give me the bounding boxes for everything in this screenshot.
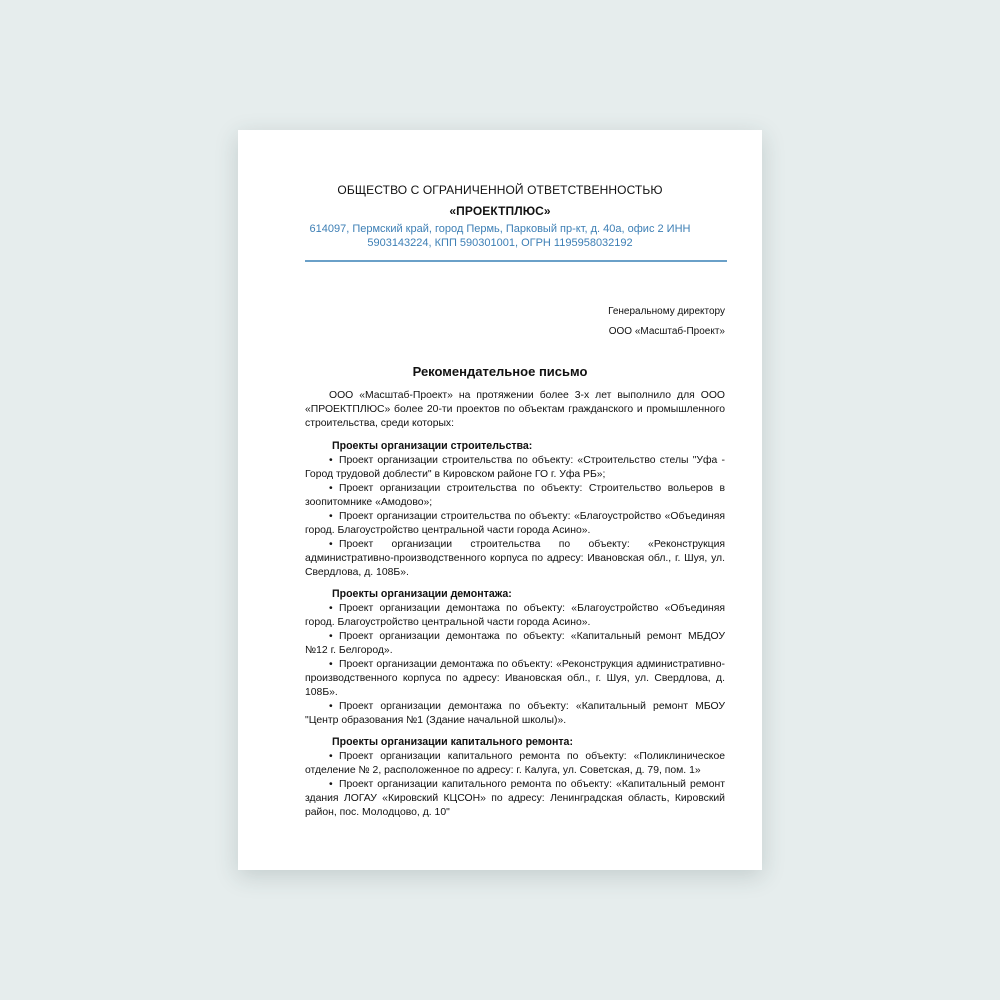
bullet-icon: • bbox=[329, 701, 333, 712]
bullet-icon: • bbox=[329, 603, 333, 614]
letter-title: Рекомендательное письмо bbox=[412, 364, 588, 379]
section-title: Проекты организации строительства: bbox=[332, 440, 533, 452]
bullet-icon: • bbox=[329, 631, 333, 642]
header-divider bbox=[305, 260, 727, 262]
list-item: • Проект организации строительства по объекту: «Строительство стелы "Уфа - Город трудовой доблести" в Кировском районе ГО г. Уфа РБ»; bbox=[305, 455, 725, 480]
section-demolition bbox=[305, 587, 725, 728]
list-item: • Проект организации демонтажа по объекту: «Благоустройство «Объединяя город. Благоустройство центральной части города Асино». bbox=[305, 603, 725, 628]
list-item: • Проект организации демонтажа по объекту: «Капитальный ремонт МБОУ "Центр образования №1 (Здание начальной школы)». bbox=[305, 701, 725, 726]
addressee-position: Генеральному директору bbox=[608, 306, 725, 317]
list-item: • Проект организации строительства по объекту: «Благоустройство «Объединяя город. Благоустройство центральной части города Асино». bbox=[305, 511, 725, 536]
letter-body bbox=[305, 389, 725, 827]
bullet-icon: • bbox=[329, 659, 333, 670]
list-item: • Проект организации строительства по объекту: Строительство вольеров в зоопитомнике «Амодово»; bbox=[305, 483, 725, 508]
addressee-block bbox=[608, 302, 725, 342]
list-item: • Проект организации капитального ремонта по объекту: «Поликлиническое отделение № 2, расположенное по адресу: г. Калуга, ул. Советская, д. 79, пом. 1» bbox=[305, 751, 725, 776]
intro-paragraph: ООО «Масштаб-Проект» на протяжении более 3-х лет выполнило для ООО «ПРОЕКТПЛЮС» более 20-ти проектов по объектам гражданского и промышленного строительства, среди которых: bbox=[305, 390, 725, 429]
list-item: • Проект организации капитального ремонта по объекту: «Капитальный ремонт здания ЛОГАУ «Кировский КЦСОН» по адресу: Ленинградская область, Кировский район, пос. Молодцово, д. 10" bbox=[305, 779, 725, 818]
section-title: Проекты организации демонтажа: bbox=[332, 588, 512, 600]
bullet-icon: • bbox=[329, 511, 333, 522]
company-name: «ПРОЕКТПЛЮС» bbox=[449, 204, 551, 218]
section-construction bbox=[305, 439, 725, 580]
bullet-icon: • bbox=[329, 483, 333, 494]
letter-page bbox=[238, 130, 762, 870]
bullet-icon: • bbox=[329, 779, 333, 790]
bullet-icon: • bbox=[329, 751, 333, 762]
addressee-company: ООО «Масштаб-Проект» bbox=[608, 326, 725, 337]
section-title: Проекты организации капитального ремонта: bbox=[332, 736, 573, 748]
bullet-icon: • bbox=[329, 455, 333, 466]
company-header bbox=[238, 180, 762, 222]
bullet-icon: • bbox=[329, 539, 333, 550]
list-item: • Проект организации демонтажа по объекту: «Реконструкция административно-производственного корпуса по адресу: Ивановская обл., г. Шуя, ул. Свердлова, д. 108Б». bbox=[305, 659, 725, 698]
list-item: • Проект организации строительства по объекту: «Реконструкция административно-производственного корпуса по адресу: Ивановская обл., г. Шуя, ул. Свердлова, д. 108Б». bbox=[305, 539, 725, 578]
section-capital-repair bbox=[305, 735, 725, 820]
company-address: 614097, Пермский край, город Пермь, Парковый пр-кт, д. 40а, офис 2 ИНН 5903143224, КПП 590301001, ОГРН 1195958032192 bbox=[309, 223, 691, 249]
list-item: • Проект организации демонтажа по объекту: «Капитальный ремонт МБДОУ №12 г. Белгород». bbox=[305, 631, 725, 656]
company-legal-form: ОБЩЕСТВО С ОГРАНИЧЕННОЙ ОТВЕТСТВЕННОСТЬЮ bbox=[337, 183, 663, 197]
